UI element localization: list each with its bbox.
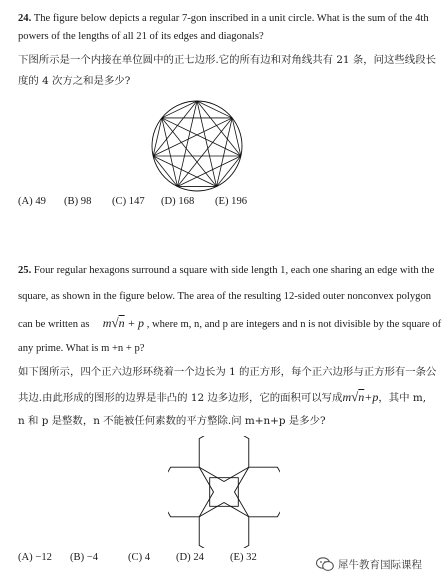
q25-zh-line2a: 共边.由此形成的图形的边界是非凸的 12 边多边形，它的面积可以写成 [18, 392, 343, 404]
formula-plus: + [127, 316, 136, 330]
formula-p: p [138, 316, 145, 330]
wechat-icon [316, 557, 334, 572]
q25-choice-b[interactable]: (B) −4 [70, 552, 99, 563]
watermark-text: 犀牛教育国际课程 [338, 558, 422, 571]
q24-en-line2: powers of the lengths of all 21 of its edges and diagonals? [18, 31, 264, 42]
heptagon-segment [197, 101, 232, 118]
q25-choice-d[interactable]: (D) 24 [176, 552, 204, 563]
q24-number: 24. [18, 13, 32, 24]
q24-choice-d[interactable]: (D) 168 [161, 196, 195, 207]
q25-en-line3 [18, 316, 441, 331]
q24-choices [18, 196, 438, 210]
q25-zh-line1: 如下图所示，四个正六边形环绕着一个边长为 1 的正方形，每个正六边形与正方形有一条公 [18, 366, 437, 378]
q24-choice-b[interactable]: (B) 98 [64, 196, 92, 207]
hexagon-left [168, 467, 214, 517]
q25-zh-line2 [18, 390, 426, 405]
q24-text-line1 [18, 12, 429, 25]
hexagon-bottom [199, 502, 249, 548]
q25-zh-line2b: ，其中 m, [378, 392, 427, 404]
formula-m-zh: m [342, 390, 352, 404]
q25-en-line3a: can be written as [18, 319, 90, 330]
heptagon-diagonals [153, 101, 241, 187]
watermark [316, 556, 422, 572]
hexagon-right [234, 467, 280, 517]
heptagon-segment [177, 156, 240, 187]
hexagons-square-figure [168, 436, 280, 548]
q25-en-line1: Four regular hexagons surround a square with side length 1, each one sharing an edge with the [33, 265, 435, 276]
heptagon-segment [153, 156, 216, 187]
q25-number: 25. [18, 265, 32, 276]
sqrt-symbol: √ [111, 315, 119, 330]
q25-choice-e[interactable]: (E) 32 [230, 552, 257, 563]
heptagon-segment [162, 118, 241, 156]
q25-text-line1 [18, 264, 434, 277]
hexagon-top [199, 436, 249, 482]
q24-choice-c[interactable]: (C) 147 [112, 196, 145, 207]
q24-choice-a[interactable]: (A) 49 [18, 196, 46, 207]
q25-en-line3b: , where m, n, and p are integers and n is not divisible by the square of [146, 319, 442, 330]
heptagon-figure [148, 98, 248, 194]
formula-p-zh: p [372, 390, 379, 404]
q24-zh-line1: 下图所示是一个内接在单位圆中的正七边形.它的所有边和对角线共有 21 条，问这些线段长 [18, 54, 436, 66]
heptagon-segment [153, 118, 232, 156]
formula-n: n [118, 316, 125, 330]
formula-m: m [102, 316, 112, 330]
formula-n-zh: n [358, 390, 365, 404]
q25-choice-c[interactable]: (C) 4 [128, 552, 151, 563]
formula-plus-zh: + [364, 390, 373, 404]
q25-choice-a[interactable]: (A) −12 [18, 552, 52, 563]
q25-zh-line3: n 和 p 是整数，n 不能被任何素数的平方整除.问 m+n+p 是多少? [18, 415, 326, 427]
q25-en-line4: any prime. What is m +n + p? [18, 343, 145, 354]
sqrt-symbol-zh: √ [351, 389, 359, 404]
heptagon-segment [162, 101, 197, 118]
q24-zh-line2: 度的 4 次方之和是多少? [18, 75, 131, 87]
q24-choice-e[interactable]: (E) 196 [215, 196, 248, 207]
q25-en-line2: square, as shown in the figure below. The area of the resulting 12-sided outer nonconvex polygon [18, 291, 432, 302]
q24-en-line1: The figure below depicts a regular 7-gon inscribed in a unit circle. What is the sum of the 4th [33, 13, 429, 24]
